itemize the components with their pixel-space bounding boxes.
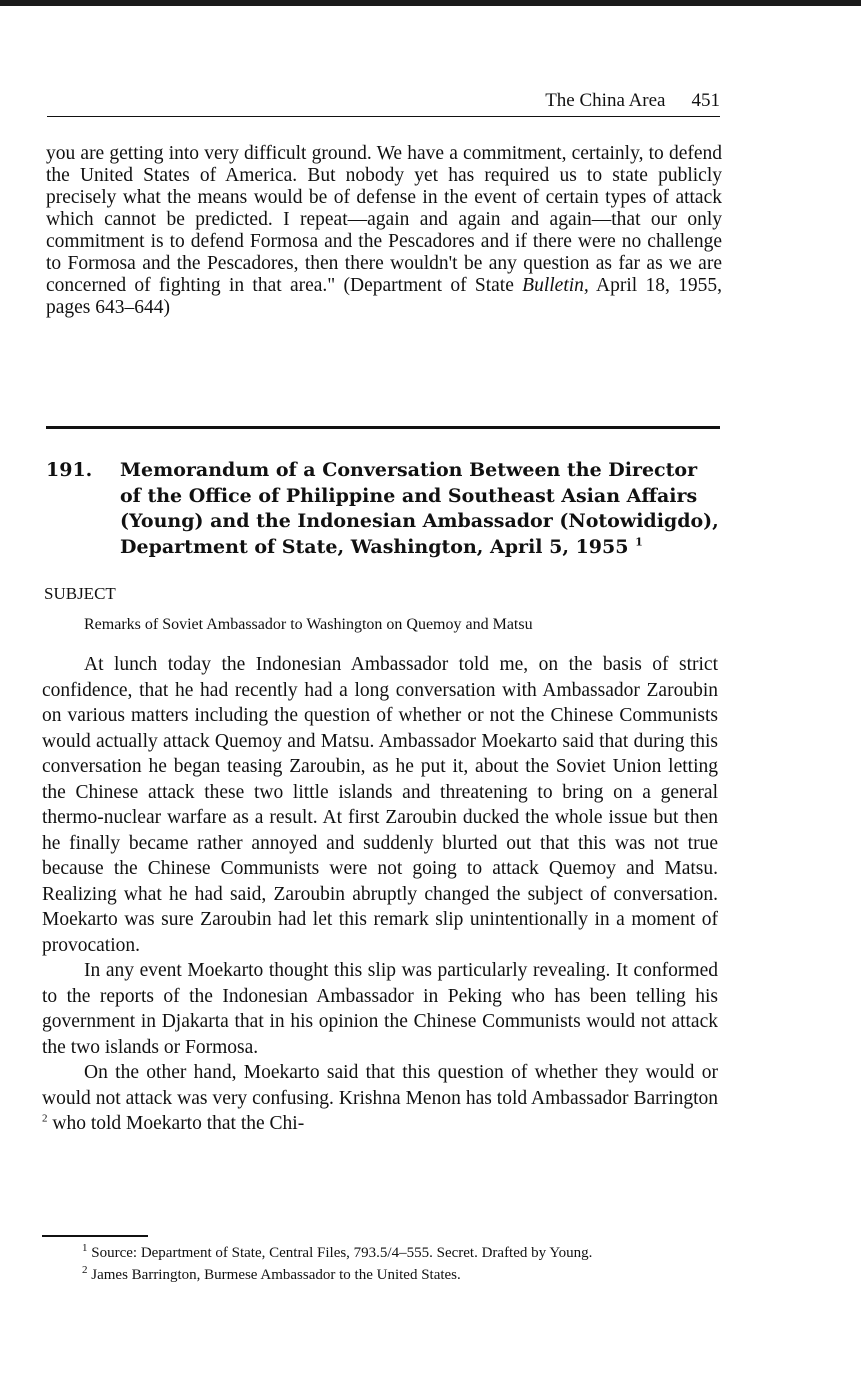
quote-text: you are getting into very difficult ground. We have a commitment, certainly, to defend the United States of America. But nobody yet has required us to state publicly precisely what the means would be of defense in the event of certain types of attack which cannot be predicted. I repeat—again and again and again—that our only commitment is to defend Formosa and the Pescadores and if there were no challenge to Formosa and the Pescadores, then there wouldn't be any question as far as we are concerned of fighting in that area." (Department of State	[46, 143, 722, 296]
subject-text: Remarks of Soviet Ambassador to Washington on Quemoy and Matsu	[84, 616, 533, 633]
footnote-ref-2: 2	[42, 1112, 48, 1125]
page-number: 451	[691, 90, 720, 111]
paragraph-3-text: On the other hand, Moekarto said that this question of whether they would or would not attack was very confusing. Krishna Menon has told Ambassador Barrington	[42, 1062, 718, 1109]
document-title	[120, 458, 720, 560]
subject-label: SUBJECT	[44, 584, 116, 603]
publication-name: Bulletin,	[522, 275, 589, 296]
quotation-continuation	[46, 143, 722, 319]
footnote-text: James Barrington, Burmese Ambassador to the United States.	[91, 1267, 461, 1283]
scan-edge-band	[0, 0, 861, 6]
running-header	[47, 90, 720, 117]
footnote-rule	[42, 1235, 148, 1237]
paragraph-3-continuation: who told Moekarto that the Chi-	[47, 1113, 305, 1134]
body-paragraph-2: In any event Moekarto thought this slip was particularly revealing. It conformed to the reports of the Indonesian Ambassador in Peking who has been telling his government in Djakarta that in his opinion the Chinese Communists would not attack the two islands or Formosa.	[42, 960, 718, 1058]
quote-paragraph	[46, 143, 722, 319]
document-title-text: Memorandum of a Conversation Between the Director of the Office of Philippine and Southeast Asian Affairs (Young) and the Indonesian Ambassador (Notowidigdo), Department of State, Washington, April 5, 1955	[120, 459, 719, 558]
footnote-mark: 1	[82, 1242, 88, 1254]
section-title: The China Area	[545, 90, 666, 111]
document-number: 191.	[46, 459, 93, 481]
body-paragraph-1: At lunch today the Indonesian Ambassador told me, on the basis of strict confidence, that he had recently had a long conversation with Ambassador Zaroubin on various matters including the question of whether or not the Chinese Communists would actually attack Quemoy and Matsu. Ambassador Moekarto said that during this conversation he began teasing Zaroubin, as he put it, about the Soviet Union letting the Chinese attack these two little islands and threatening to bring on a general thermo-nuclear warfare as a result. At first Zaroubin ducked the whole issue but then he finally became rather annoyed and suddenly blurted out that this was not true because the Chinese Communists were not going to attack Quemoy and Matsu. Realizing what he had said, Zaroubin abruptly changed the subject of conversation. Moekarto was sure Zaroubin had let this remark slip unintentionally in a moment of provocation.	[42, 654, 718, 956]
footnote-mark: 2	[82, 1264, 88, 1276]
footnote-ref-1: 1	[635, 535, 643, 549]
quote-citation: April 18, 1955, pages 643–644)	[46, 275, 722, 318]
footnote-2	[42, 1266, 716, 1284]
footnote-text: Source: Department of State, Central Files, 793.5/4–555. Secret. Drafted by Young.	[91, 1245, 593, 1261]
body-paragraph-3	[42, 1060, 718, 1137]
document-heading	[46, 458, 720, 560]
footnotes	[42, 1244, 716, 1288]
footnote-1	[42, 1244, 716, 1262]
section-divider	[46, 426, 720, 429]
memorandum-body	[42, 652, 718, 1137]
